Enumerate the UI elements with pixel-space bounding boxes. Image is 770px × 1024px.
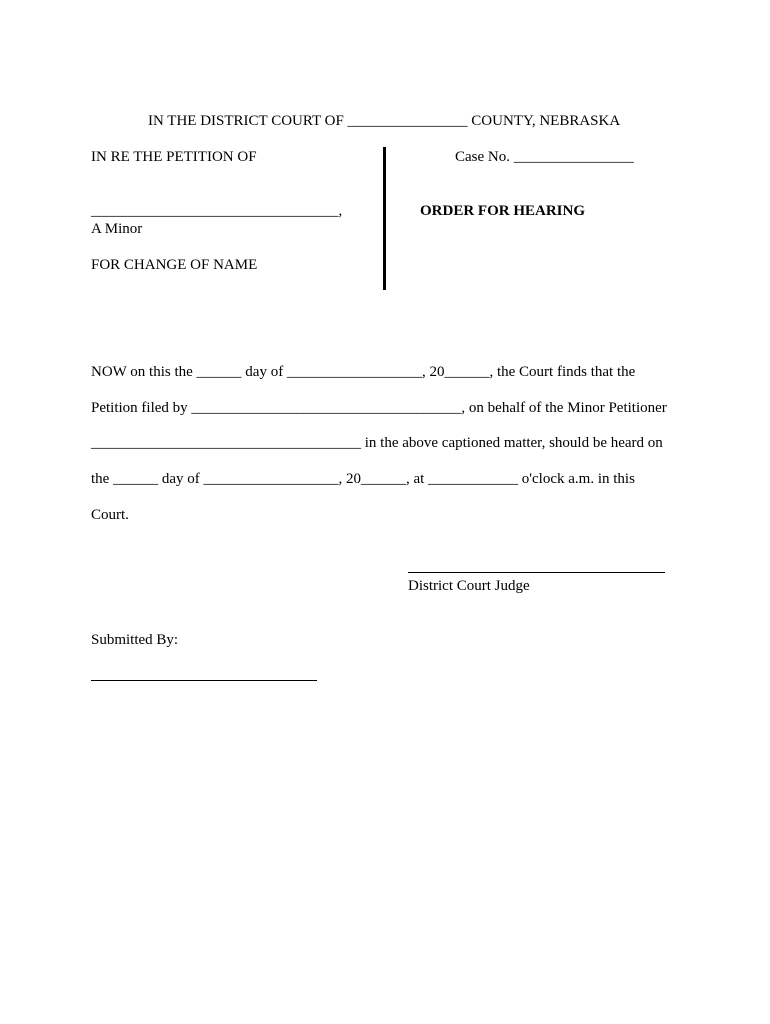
case-number: Case No. ________________ bbox=[455, 149, 634, 165]
minor-label: A Minor bbox=[91, 221, 143, 237]
body-line-4: the ______ day of __________________, 20______, at ____________ o'clock a.m. in this bbox=[91, 471, 635, 487]
in-re-label: IN RE THE PETITION OF bbox=[91, 149, 257, 165]
submitted-by-signature-line bbox=[91, 680, 317, 681]
judge-signature-line bbox=[408, 572, 665, 573]
body-line-1: NOW on this the ______ day of __________________, 20______, the Court finds that the bbox=[91, 364, 636, 380]
court-header: IN THE DISTRICT COURT OF ________________ COUNTY, NEBRASKA bbox=[148, 113, 621, 129]
body-line-3: ____________________________________ in the above captioned matter, should be heard on bbox=[91, 435, 663, 451]
body-line-2: Petition filed by ____________________________________, on behalf of the Minor Petitioner bbox=[91, 400, 667, 416]
petitioner-name-blank: _________________________________, bbox=[91, 203, 343, 219]
submitted-by-label: Submitted By: bbox=[91, 632, 179, 648]
change-of-name-label: FOR CHANGE OF NAME bbox=[91, 257, 258, 273]
body-line-5: Court. bbox=[91, 507, 129, 523]
order-title: ORDER FOR HEARING bbox=[420, 203, 586, 219]
judge-label: District Court Judge bbox=[408, 578, 530, 594]
caption-divider bbox=[383, 147, 386, 290]
